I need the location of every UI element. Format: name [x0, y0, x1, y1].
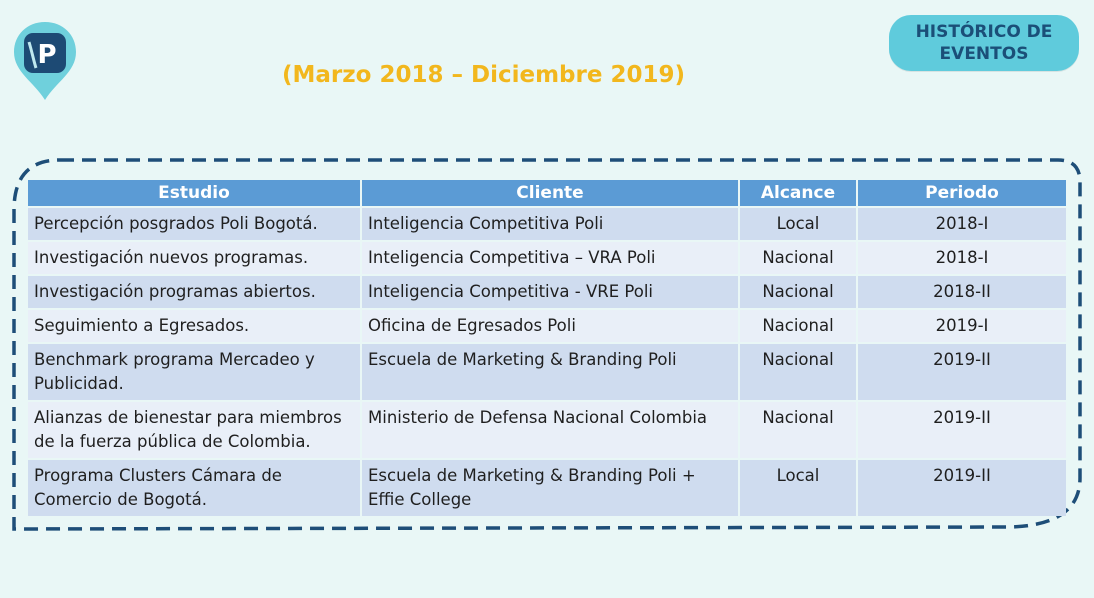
- cell-alcance: Nacional: [740, 344, 856, 400]
- cell-alcance: Nacional: [740, 310, 856, 342]
- cell-estudio: Programa Clusters Cámara de Comercio de Bogotá.: [28, 460, 360, 516]
- column-header-alcance: Alcance: [740, 180, 856, 206]
- poli-map-pin-logo-icon: [12, 20, 78, 102]
- cell-cliente: Oficina de Egresados Poli: [362, 310, 738, 342]
- column-header-estudio: Estudio: [28, 180, 360, 206]
- cell-periodo: 2018-I: [858, 208, 1066, 240]
- historico-eventos-badge[interactable]: [889, 15, 1079, 71]
- table-row: [28, 402, 1066, 458]
- cell-estudio: Benchmark programa Mercadeo y Publicidad.: [28, 344, 360, 400]
- column-header-periodo: Periodo: [858, 180, 1066, 206]
- cell-estudio: Percepción posgrados Poli Bogotá.: [28, 208, 360, 240]
- column-header-cliente: Cliente: [362, 180, 738, 206]
- logo-letter: P: [37, 40, 57, 70]
- cell-periodo: 2019-I: [858, 310, 1066, 342]
- cell-estudio: Alianzas de bienestar para miembros de la fuerza pública de Colombia.: [28, 402, 360, 458]
- cell-cliente: Inteligencia Competitiva – VRA Poli: [362, 242, 738, 274]
- period-subtitle: (Marzo 2018 – Diciembre 2019): [282, 62, 685, 88]
- cell-periodo: 2018-II: [858, 276, 1066, 308]
- cell-periodo: 2018-I: [858, 242, 1066, 274]
- cell-alcance: Local: [740, 460, 856, 516]
- table-row: [28, 460, 1066, 516]
- cell-estudio: Investigación programas abiertos.: [28, 276, 360, 308]
- cell-alcance: Nacional: [740, 402, 856, 458]
- cell-estudio: Investigación nuevos programas.: [28, 242, 360, 274]
- cell-cliente: Escuela de Marketing & Branding Poli: [362, 344, 738, 400]
- table-row: [28, 242, 1066, 274]
- badge-label: HISTÓRICO DE EVENTOS: [915, 22, 1053, 64]
- cell-periodo: 2019-II: [858, 344, 1066, 400]
- cell-periodo: 2019-II: [858, 402, 1066, 458]
- events-table: [26, 178, 1068, 518]
- table-row: [28, 344, 1066, 400]
- cell-alcance: Nacional: [740, 276, 856, 308]
- cell-cliente: Escuela de Marketing & Branding Poli + Effie College: [362, 460, 738, 516]
- cell-estudio: Seguimiento a Egresados.: [28, 310, 360, 342]
- events-table-container: [26, 178, 1066, 518]
- cell-cliente: Inteligencia Competitiva Poli: [362, 208, 738, 240]
- table-row: [28, 276, 1066, 308]
- cell-alcance: Local: [740, 208, 856, 240]
- table-header-row: [28, 180, 1066, 206]
- table-row: [28, 208, 1066, 240]
- cell-alcance: Nacional: [740, 242, 856, 274]
- cell-cliente: Inteligencia Competitiva - VRE Poli: [362, 276, 738, 308]
- cell-cliente: Ministerio de Defensa Nacional Colombia: [362, 402, 738, 458]
- poli-logo: [12, 20, 78, 102]
- cell-periodo: 2019-II: [858, 460, 1066, 516]
- table-row: [28, 310, 1066, 342]
